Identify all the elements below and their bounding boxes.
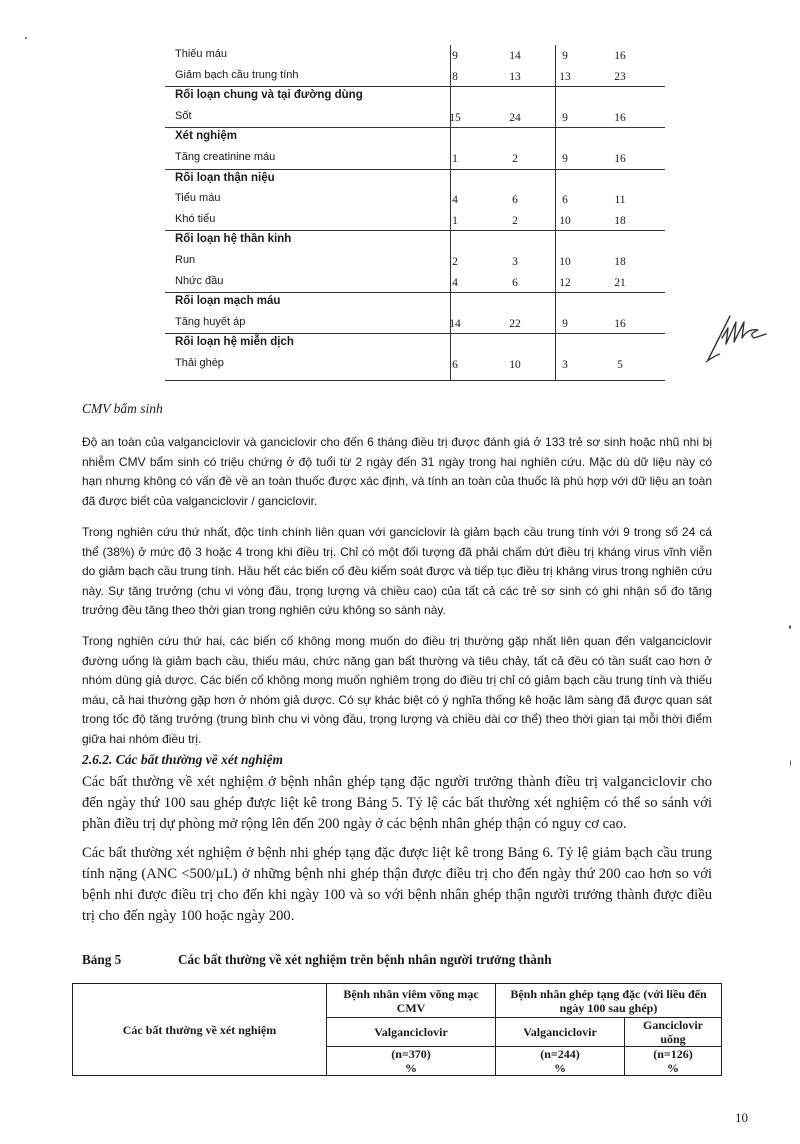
- table-row: [165, 66, 665, 87]
- lab-abnormalities-table: [72, 983, 722, 1076]
- row-label: Nhức đầu: [175, 274, 224, 287]
- row-label: Tăng creatinine máu: [175, 150, 276, 163]
- row-label: Tăng huyết áp: [175, 315, 246, 328]
- table-section-header: [165, 127, 665, 148]
- paragraph-lab-2: Các bất thường xét nghiệm ở bệnh nhi ghép tạng đặc được liệt kê trong Bảng 6. Tỷ lệ giảm bạch cầu trung tính nặng (ANC <500/µL) ở những bệnh nhi ghép thận được điều trị cho đến ngày thứ 200 cao hơn so với bệnh nhi được điều trị cho đến khi ngày 100 và so với bệnh nhân ghép thận người trưởng thành được điều trị cho đến ngày 100 hoặc ngày 200.: [82, 845, 712, 924]
- row-divider: [165, 169, 665, 170]
- row-divider: [165, 127, 665, 128]
- cell-value: 6: [512, 194, 518, 207]
- section-heading-cmv: CMV bẩm sinh: [82, 401, 163, 416]
- sample-size: (n=244): [496, 1047, 625, 1062]
- cell-value: 3: [512, 255, 518, 268]
- table-row: [165, 148, 665, 169]
- paragraph-lab-1: Các bất thường về xét nghiệm ở bệnh nhân ghép tạng đặc người trưởng thành điều trị valganciclovir cho đến ngày thứ 100 sau ghép được liệt kê trong Bảng 5. Tỷ lệ các bất thường xét nghiệm có thể so sánh với phần điều trị dự phòng mở rộng lên đến 200 ngày ở các bệnh nhân ghép thận có nguy cơ cao.: [82, 774, 712, 832]
- paragraph-cmv-1: Độ an toàn của valganciclovir và ganciclovir cho đến 6 tháng điều trị được đánh giá ở 133 trẻ sơ sinh hoặc nhũ nhi bị nhiễm CMV bẩm sinh có triệu chứng ở độ tuổi từ 2 ngày đến 31 ngày trong hai nghiên cứu. Mặc dù dữ liệu này có hạn nhưng không có vấn đề về an toàn thuốc được xác định, và tính an toàn của thuốc là phù hợp với dữ liệu an toàn đã được biết của valganciclovir / ganciclovir.: [82, 435, 712, 508]
- column-group-cmv: Bệnh nhân viêm võng mạc CMV: [327, 984, 496, 1018]
- drug-header: Valganciclovir: [496, 1018, 625, 1047]
- row-divider: [165, 333, 665, 334]
- drug-header: Valganciclovir: [327, 1018, 496, 1047]
- section-heading-2-6-2: 2.6.2. Các bất thường về xét nghiệm: [82, 752, 283, 767]
- cell-value: 24: [509, 111, 521, 124]
- cell-value: 16: [614, 317, 626, 330]
- table-column-divider: [555, 45, 556, 380]
- cell-value: 9: [452, 50, 458, 62]
- unit: %: [327, 1061, 496, 1076]
- row-label: Rối loạn mạch máu: [175, 295, 281, 308]
- cell-value: 10: [559, 255, 571, 268]
- cell-value: 14: [449, 317, 461, 330]
- scan-speck: [789, 625, 791, 629]
- scan-speck: [25, 37, 27, 39]
- unit: %: [496, 1061, 625, 1076]
- row-label: Thải ghép: [175, 356, 224, 369]
- table-row: [165, 107, 665, 128]
- row-label: Rối loạn hệ thần kinh: [175, 233, 292, 246]
- cell-value: 22: [509, 317, 521, 330]
- adverse-events-table: [165, 45, 665, 375]
- row-label: Rối loạn thận niệu: [175, 171, 275, 184]
- cell-value: 4: [452, 276, 458, 289]
- cell-value: 1: [452, 214, 458, 227]
- row-label: Rối loạn chung và tại đường dùng: [175, 89, 363, 102]
- row-label: Giảm bạch cầu trung tính: [175, 68, 299, 81]
- row-divider: [165, 292, 665, 293]
- cell-value: 12: [559, 276, 571, 289]
- table-row: [165, 189, 665, 210]
- table-section-header: [165, 230, 665, 251]
- cell-value: 16: [614, 111, 626, 124]
- cell-value: 14: [509, 50, 521, 62]
- cell-value: 1: [452, 152, 458, 165]
- table-section-header: [165, 292, 665, 313]
- cell-value: 6: [562, 194, 568, 207]
- cell-value: 18: [614, 255, 626, 268]
- row-label: Xét nghiệm: [175, 130, 237, 143]
- cell-value: 3: [562, 358, 568, 371]
- cell-value: 2: [452, 255, 458, 268]
- sample-size: (n=126): [625, 1047, 722, 1062]
- column-group-transplant: Bệnh nhân ghép tạng đặc (với liều đến ngày 100 sau ghép): [496, 984, 722, 1018]
- row-label: Khó tiểu: [175, 212, 216, 225]
- table-row: [165, 210, 665, 231]
- row-divider: [165, 230, 665, 231]
- cell-value: 2: [512, 214, 518, 227]
- signature-mark: [700, 308, 770, 368]
- row-label: Rối loạn hệ miễn dịch: [175, 336, 294, 349]
- cell-value: 23: [614, 70, 626, 83]
- table-label: Bảng 5: [82, 952, 122, 967]
- row-label: Sốt: [175, 109, 192, 122]
- cell-value: 5: [617, 358, 623, 371]
- sample-size: (n=370): [327, 1047, 496, 1062]
- cell-value: 21: [614, 276, 626, 289]
- unit: %: [625, 1061, 722, 1076]
- cell-value: 16: [614, 152, 626, 165]
- table-caption: Các bất thường về xét nghiệm trên bệnh nhân người trưởng thành: [178, 952, 552, 967]
- cell-value: 13: [509, 70, 521, 83]
- cell-value: 2: [512, 152, 518, 165]
- cell-value: 8: [452, 70, 458, 83]
- table-section-header: [165, 169, 665, 190]
- cell-value: 4: [452, 194, 458, 207]
- table-row-header: Các bất thường về xét nghiệm: [73, 984, 327, 1076]
- row-divider: [165, 86, 665, 87]
- table-row: [165, 251, 665, 272]
- cell-value: 10: [559, 214, 571, 227]
- cell-value: 10: [509, 358, 521, 371]
- scan-speck: [790, 760, 791, 766]
- paragraph-cmv-2: Trong nghiên cứu thứ nhất, độc tính chính liên quan với ganciclovir là giảm bạch cầu trung tính với 9 trong số 24 cá thể (38%) ở mức độ 3 hoặc 4 trong khi điều trị. Chỉ có một đối tượng đã phải chấm dứt điều trị kháng virus vĩnh viễn do giảm bạch cầu trung tính. Hầu hết các biến cố đều kiểm soát được và tiếp tục điều trị kháng virus trong nghiên cứu này. Sự tăng trưởng (chu vi vòng đầu, trọng lượng và chiều cao) của tất cả các trẻ sơ sinh có ghi nhận số đo tăng trưởng đều tăng theo thời gian trong nghiên cứu không so sánh này.: [82, 525, 712, 617]
- cell-value: 15: [449, 111, 461, 124]
- cell-value: 6: [452, 358, 458, 371]
- page-number: 10: [735, 1110, 748, 1125]
- cell-value: 11: [614, 194, 626, 207]
- table-section-header: [165, 333, 665, 354]
- row-label: Thiếu máu: [175, 48, 227, 60]
- row-label: Run: [175, 253, 196, 266]
- table-section-header: [165, 86, 665, 107]
- cell-value: 9: [562, 152, 568, 165]
- table-row: [165, 272, 665, 293]
- drug-header: Ganciclovir uống: [625, 1018, 722, 1047]
- table-row: [165, 354, 665, 375]
- cell-value: 9: [562, 50, 568, 62]
- cell-value: 18: [614, 214, 626, 227]
- table-bottom-border: [165, 380, 665, 381]
- cell-value: 13: [559, 70, 571, 83]
- cell-value: 6: [512, 276, 518, 289]
- cell-value: 9: [562, 111, 568, 124]
- table-row: [165, 313, 665, 334]
- paragraph-cmv-3: Trong nghiên cứu thứ hai, các biến cố không mong muốn do điều trị thường gặp nhất liên quan đến valganciclovir đường uống là giảm bạch cầu, thiếu máu, chức năng gan bất thường và tiêu chảy, tất cả đều có tần suất cao hơn ở nhóm dùng giả dược. Các biến cố không mong muốn nghiêm trọng do điều trị chỉ có giảm bạch cầu trung tính và thiếu máu, cả hai thường gặp hơn ở nhóm giả dược. Có sự khác biệt có ý nghĩa thống kê hoặc lâm sàng đã được quan sát trong tốc độ tăng trưởng (trung bình chu vi vòng đầu, trọng lượng và chiều dài cơ thể) theo thời gian tại mỗi thời điểm giữa hai nhóm điều trị.: [82, 634, 712, 746]
- table-row: [165, 45, 665, 66]
- table-column-divider: [450, 45, 451, 380]
- cell-value: 16: [614, 50, 626, 62]
- cell-value: 9: [562, 317, 568, 330]
- row-label: Tiểu máu: [175, 192, 221, 205]
